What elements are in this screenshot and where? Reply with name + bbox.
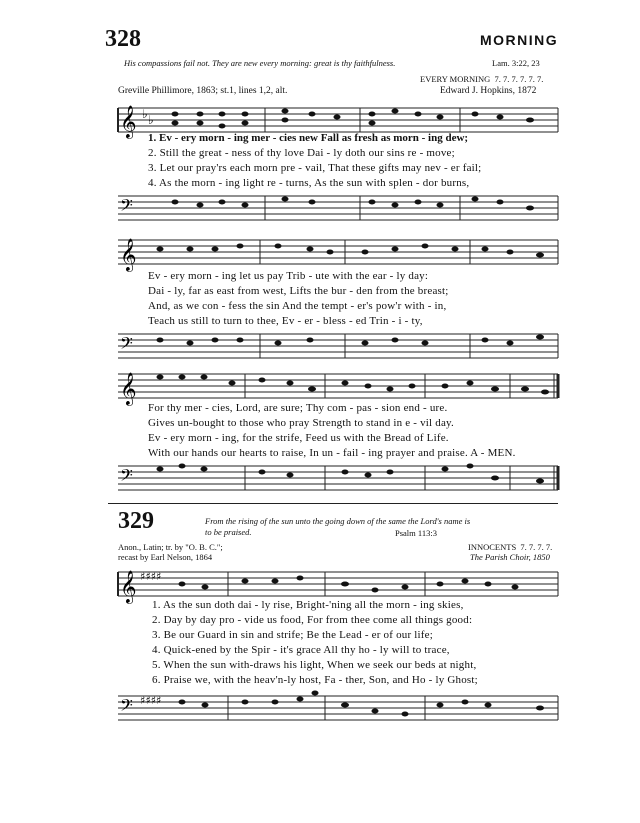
svg-text:𝄢: 𝄢 [120, 333, 133, 357]
tune-name-329 [468, 542, 552, 552]
svg-text:♭: ♭ [148, 113, 154, 127]
tune-name-328 [420, 74, 543, 84]
composer-credit-329: The Parish Choir, 1850 [470, 552, 550, 562]
tune-label-329: INNOCENTS [468, 542, 517, 552]
lyric-328-s2-v4: Teach us still to turn to thee, Ev - er - bless - ed Trin - i - ty, [148, 315, 423, 327]
svg-text:♯♯♯♯: ♯♯♯♯ [140, 694, 162, 707]
lyric-328-s1-v3: 3. Let our pray'rs each morn pre - vail, That these gifts may nev - er fail; [148, 162, 482, 174]
lyric-328-s3-v1: For thy mer - cies, Lord, are sure; Thy com - pas - sion end - ure. [148, 402, 448, 414]
lyric-328-s2-v1: Ev - ery morn - ing let us pay Trib - ute with the ear - ly day: [148, 270, 429, 282]
lyric-328-s3-v2: Gives un-bought to those who pray Strength to stand in e - vil day. [148, 417, 454, 429]
scripture-ref-329: Psalm 113:3 [395, 528, 437, 538]
meter-label-329: 7. 7. 7. 7. [520, 542, 553, 552]
hymn-number-329: 329 [118, 508, 154, 534]
scripture-ref-328: Lam. 3:22, 23 [492, 58, 540, 68]
lyric-328-s1-v1: 1. Ev - ery morn - ing mer - cies new Fall as fresh as morn - ing dew; [148, 132, 469, 144]
tune-label: EVERY MORNING [420, 74, 491, 84]
svg-text:𝄞: 𝄞 [120, 105, 137, 138]
lyric-328-s2-v3: And, as we con - fess the sin And the tempt - er's pow'r with - in, [148, 300, 447, 312]
bass-staff-328-s1 [0, 192, 640, 232]
lyric-328-s1-v4: 4. As the morn - ing light re - turns, As the sun with splen - dor burns, [148, 177, 470, 189]
hymn-number-328: 328 [105, 26, 141, 52]
composer-credit-328: Edward J. Hopkins, 1872 [440, 86, 537, 96]
svg-text:𝄢: 𝄢 [120, 695, 133, 719]
lyric-328-s3-v3: Ev - ery morn - ing, for the strife, Feed us with the Bread of Life. [148, 432, 449, 444]
svg-text:♯♯♯♯: ♯♯♯♯ [140, 570, 162, 583]
author-credit-328: Greville Phillimore, 1863; st.1, lines 1,2, alt. [118, 86, 288, 96]
svg-text:𝄢: 𝄢 [120, 465, 133, 489]
bass-staff-328-s3 [0, 462, 640, 502]
lyric-329-v4: 4. Quick-ened by the Spir - it's grace All thy ho - ly will to trace, [152, 644, 450, 656]
lyric-329-v3: 3. Be our Guard in sin and strife; Be the Lead - er of our life; [152, 629, 433, 641]
lyric-328-s3-v4: With our hands our hearts to raise, In un - fail - ing prayer and praise. A - MEN. [148, 447, 516, 459]
svg-text:𝄞: 𝄞 [120, 372, 137, 405]
bass-staff-328-s2 [0, 330, 640, 370]
scripture-verse-328: His compassions fail not. They are new every morning: great is thy faithfulness. [124, 58, 396, 68]
lyric-329-v6: 6. Praise we, with the heav'n-ly host, Fa - ther, Son, and Ho - ly Ghost; [152, 674, 478, 686]
author-line1-329: Anon., Latin; tr. by "O. B. C."; [118, 542, 223, 552]
scripture-text-329: From the rising of the sun unto the going down of the same the Lord's name is to be praised. [205, 516, 471, 537]
svg-text:𝄢: 𝄢 [120, 195, 133, 219]
lyric-329-v1: 1. As the sun doth dai - ly rise, Bright-'ning all the morn - ing skies, [152, 599, 464, 611]
svg-text:𝄞: 𝄞 [120, 238, 137, 271]
meter-label: 7. 7. 7. 7. 7. 7. [494, 74, 544, 84]
lyric-328-s1-v2: 2. Still the great - ness of thy love Dai - ly doth our sins re - move; [148, 147, 455, 159]
lyric-329-v2: 2. Day by day pro - vide us food, For from thee come all things good: [152, 614, 473, 626]
hymn-divider [108, 503, 558, 504]
lyric-329-v5: 5. When the sun with-draws his light, When we seek our beds at night, [152, 659, 477, 671]
author-line2-329: recast by Earl Nelson, 1864 [118, 552, 213, 562]
bass-staff-329 [0, 688, 640, 738]
lyric-328-s2-v2: Dai - ly, far as east from west, Lifts the bur - den from the breast; [148, 285, 449, 297]
svg-text:𝄞: 𝄞 [120, 570, 137, 603]
section-title: MORNING [480, 32, 559, 48]
svg-text:♭: ♭ [142, 107, 148, 121]
